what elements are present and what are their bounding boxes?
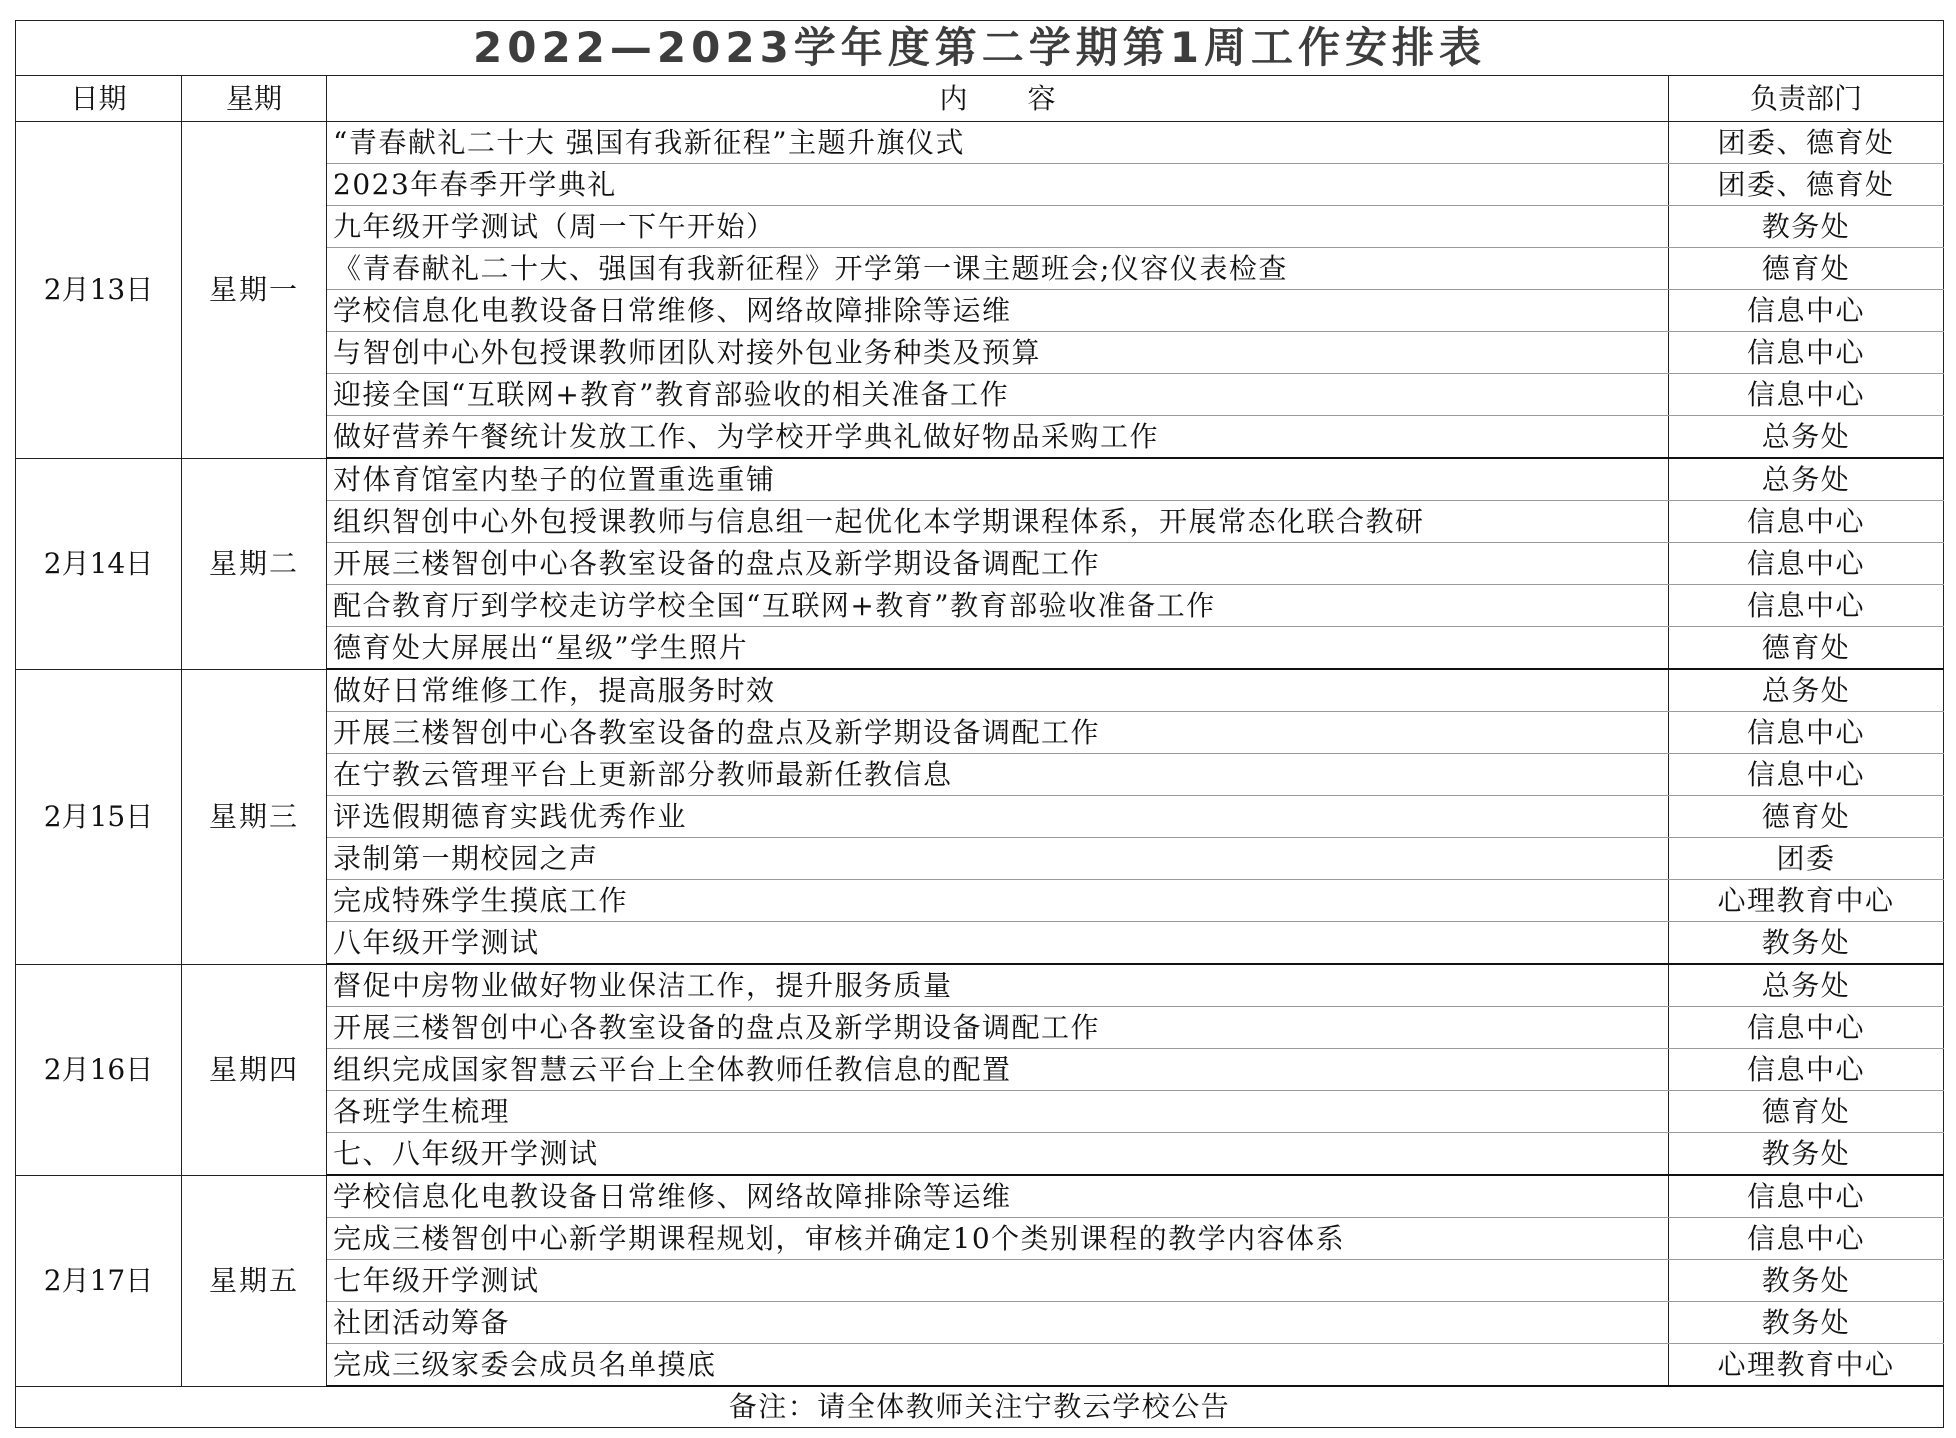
responsible-department: 信息中心	[1669, 754, 1944, 796]
task-content: 完成三楼智创中心新学期课程规划，审核并确定10个类别课程的教学内容体系	[327, 1218, 1669, 1260]
responsible-department: 教务处	[1669, 1260, 1944, 1302]
task-content: 开展三楼智创中心各教室设备的盘点及新学期设备调配工作	[327, 712, 1669, 754]
task-content: 九年级开学测试（周一下午开始）	[327, 206, 1669, 248]
date-cell: 2月14日	[16, 458, 182, 669]
header-row	[16, 76, 1944, 122]
responsible-department: 信息中心	[1669, 290, 1944, 332]
responsible-department: 信息中心	[1669, 374, 1944, 416]
task-content: 录制第一期校园之声	[327, 838, 1669, 880]
responsible-department: 德育处	[1669, 796, 1944, 838]
responsible-department: 总务处	[1669, 458, 1944, 501]
remark-note: 备注：请全体教师关注宁教云学校公告	[16, 1386, 1944, 1428]
responsible-department: 总务处	[1669, 964, 1944, 1007]
task-content: 配合教育厅到学校走访学校全国“互联网+教育”教育部验收准备工作	[327, 585, 1669, 627]
responsible-department: 教务处	[1669, 1133, 1944, 1176]
responsible-department: 信息中心	[1669, 501, 1944, 543]
responsible-department: 教务处	[1669, 206, 1944, 248]
responsible-department: 德育处	[1669, 627, 1944, 670]
date-cell: 2月13日	[16, 122, 182, 459]
task-content: 完成三级家委会成员名单摸底	[327, 1344, 1669, 1387]
task-content: 学校信息化电教设备日常维修、网络故障排除等运维	[327, 290, 1669, 332]
table-row	[16, 669, 1944, 712]
header-date: 日期	[16, 76, 182, 122]
task-content: 与智创中心外包授课教师团队对接外包业务种类及预算	[327, 332, 1669, 374]
task-content: 《青春献礼二十大、强国有我新征程》开学第一课主题班会;仪容仪表检查	[327, 248, 1669, 290]
responsible-department: 信息中心	[1669, 1007, 1944, 1049]
task-content: 组织完成国家智慧云平台上全体教师任教信息的配置	[327, 1049, 1669, 1091]
responsible-department: 总务处	[1669, 669, 1944, 712]
task-content: 学校信息化电教设备日常维修、网络故障排除等运维	[327, 1175, 1669, 1218]
task-content: 督促中房物业做好物业保洁工作，提升服务质量	[327, 964, 1669, 1007]
task-content: 开展三楼智创中心各教室设备的盘点及新学期设备调配工作	[327, 1007, 1669, 1049]
responsible-department: 团委、德育处	[1669, 164, 1944, 206]
task-content: 开展三楼智创中心各教室设备的盘点及新学期设备调配工作	[327, 543, 1669, 585]
date-cell: 2月15日	[16, 669, 182, 964]
task-content: 各班学生梳理	[327, 1091, 1669, 1133]
header-department: 负责部门	[1669, 76, 1944, 122]
responsible-department: 德育处	[1669, 1091, 1944, 1133]
task-content: 德育处大屏展出“星级”学生照片	[327, 627, 1669, 670]
schedule-title: 2022—2023学年度第二学期第1周工作安排表	[16, 21, 1944, 76]
weekday-cell: 星期五	[182, 1175, 327, 1386]
task-content: 评选假期德育实践优秀作业	[327, 796, 1669, 838]
responsible-department: 信息中心	[1669, 1218, 1944, 1260]
header-content	[327, 76, 1669, 122]
responsible-department: 心理教育中心	[1669, 1344, 1944, 1387]
table-row	[16, 458, 1944, 501]
header-weekday: 星期	[182, 76, 327, 122]
task-content: 八年级开学测试	[327, 922, 1669, 965]
task-content: 对体育馆室内垫子的位置重选重铺	[327, 458, 1669, 501]
task-content: 2023年春季开学典礼	[327, 164, 1669, 206]
responsible-department: 信息中心	[1669, 585, 1944, 627]
task-content: 在宁教云管理平台上更新部分教师最新任教信息	[327, 754, 1669, 796]
responsible-department: 教务处	[1669, 922, 1944, 965]
weekday-cell: 星期二	[182, 458, 327, 669]
responsible-department: 总务处	[1669, 416, 1944, 459]
table-row	[16, 1175, 1944, 1218]
task-content: 组织智创中心外包授课教师与信息组一起优化本学期课程体系，开展常态化联合教研	[327, 501, 1669, 543]
responsible-department: 信息中心	[1669, 712, 1944, 754]
responsible-department: 信息中心	[1669, 1049, 1944, 1091]
title-row	[16, 21, 1944, 76]
responsible-department: 德育处	[1669, 248, 1944, 290]
table-row	[16, 964, 1944, 1007]
header-content-label: 内容	[939, 82, 1116, 115]
task-content: 七、八年级开学测试	[327, 1133, 1669, 1176]
work-schedule-table	[15, 20, 1944, 1428]
responsible-department: 团委	[1669, 838, 1944, 880]
weekday-cell: 星期一	[182, 122, 327, 459]
task-content: 迎接全国“互联网+教育”教育部验收的相关准备工作	[327, 374, 1669, 416]
task-content: 完成特殊学生摸底工作	[327, 880, 1669, 922]
task-content: 七年级开学测试	[327, 1260, 1669, 1302]
date-cell: 2月17日	[16, 1175, 182, 1386]
table-row	[16, 122, 1944, 164]
responsible-department: 信息中心	[1669, 332, 1944, 374]
responsible-department: 团委、德育处	[1669, 122, 1944, 164]
task-content: 做好日常维修工作，提高服务时效	[327, 669, 1669, 712]
task-content: 社团活动筹备	[327, 1302, 1669, 1344]
responsible-department: 心理教育中心	[1669, 880, 1944, 922]
weekday-cell: 星期三	[182, 669, 327, 964]
responsible-department: 信息中心	[1669, 1175, 1944, 1218]
remark-row	[16, 1386, 1944, 1428]
task-content: 做好营养午餐统计发放工作、为学校开学典礼做好物品采购工作	[327, 416, 1669, 459]
weekday-cell: 星期四	[182, 964, 327, 1175]
date-cell: 2月16日	[16, 964, 182, 1175]
responsible-department: 信息中心	[1669, 543, 1944, 585]
responsible-department: 教务处	[1669, 1302, 1944, 1344]
task-content: “青春献礼二十大 强国有我新征程”主题升旗仪式	[327, 122, 1669, 164]
